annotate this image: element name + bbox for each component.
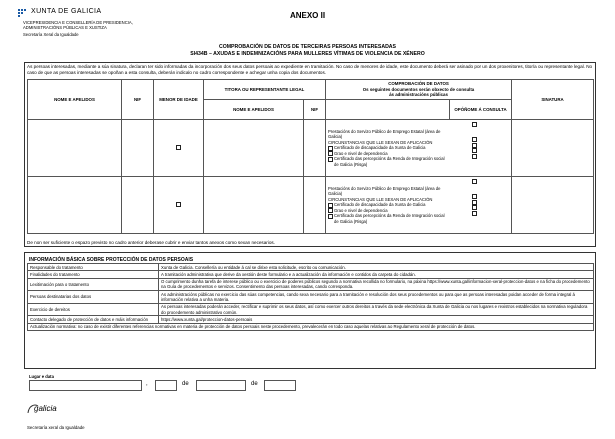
person-nif-cell[interactable] [122,177,154,234]
persons-table [27,79,594,234]
col-guardian-name-header: NOME E APELIDOS [204,100,304,120]
secretaria-label: Secretaría xeral da Igualdade [27,425,85,430]
col-guardian-nif-header: NIF [304,100,326,120]
oppose-checkbox[interactable] [472,154,477,159]
documents-cell [326,120,512,177]
person-name-cell[interactable] [28,177,122,234]
info-value: O cumprimento dunha tarefa de interese público ou o exercicio de poderes públicos segundo a normativa recollida no formulario, na páxina https://www.xunta.gal/informacion-xeral-proteccion-datos e na ficha do procedemento na Guía de procedementos e servizos. Consentimento das persoas interesadas, cando corresponda. [159,278,594,291]
signature-cell[interactable] [512,120,594,177]
signature-cell[interactable] [512,177,594,234]
person-nif-cell[interactable] [122,120,154,177]
doc-disability: Certificado de discapacidade da Xunta de Galicia [334,145,426,151]
info-value: https://www.xunta.gal/proteccion-datos-persoais [159,316,594,323]
documents-cell [326,177,512,234]
doc-circumstances: CIRCUNSTANCIAS QUE LLE SEXAN DE APLICACIÓN [328,196,433,202]
dept-line-2: ADMINISTRACIÓNS PÚBLICAS E XUSTIZA [23,25,107,30]
oppose-checkbox[interactable] [472,200,477,205]
guardian-name-cell[interactable] [204,177,304,234]
oppose-checkboxes [472,179,480,216]
oppose-checkboxes [472,122,480,159]
table-row [28,120,594,177]
oppose-checkbox[interactable] [472,122,477,127]
month-input[interactable] [196,380,246,391]
guardian-nif-cell[interactable] [304,120,326,177]
org-name: XUNTA DE GALICIA [31,8,102,15]
year-input[interactable] [264,380,296,391]
info-key: Persoas destinatarias dos datos [28,291,159,304]
doc-disability: Certificado de discapacidade da Xunta de Galicia [334,202,426,208]
date-separator: , [146,381,148,387]
col-check-header: COMPROBACIÓN DE DATOS Os seguintes documentos serán obxecto de consulta ás administracións públicas [326,80,512,100]
doc-risga: Certificado das percepcións da Renda de Integración social de Galicia (Risga) [334,156,445,167]
doc-risga: Certificado das percepcións da Renda de Integración social de Galicia (Risga) [334,213,445,224]
department-name [23,20,173,30]
disability-checkbox[interactable] [328,146,333,151]
table-row [28,264,594,271]
oppose-checkbox[interactable] [472,148,477,153]
col-nif-header: NIF [122,80,154,120]
galicia-logo [30,404,57,413]
info-key: Contacto delegado de protección de datos e máis información [28,316,159,323]
oppose-checkbox[interactable] [472,211,477,216]
minor-cell [154,177,204,234]
document-title: COMPROBACIÓN DE DATOS DE TERCEIRAS PERSOAS INTERESADAS [218,44,397,50]
info-value: A tramitación administrativa que derive da xestión deste formulario e a actualización da información e contidos da carpeta do cidadán. [159,271,594,278]
date-separator: de [182,381,189,387]
info-key: Lexitimación para o tratamento [28,278,159,291]
table-row [28,303,594,316]
col-docs-header [326,100,450,120]
risga-checkbox[interactable] [328,214,333,219]
doc-dependency: Grao e nivel de dependencia [334,207,388,213]
date-separator: de [251,381,258,387]
col-name-header: NOME E APELIDOS [28,80,122,120]
galicia-logo-text: galicia [34,404,57,413]
col-guardian-header: TITORA OU REPRESENTANTE LEGAL [204,80,326,100]
annex-label: ANEXO II [289,11,326,20]
oppose-checkbox[interactable] [472,194,477,199]
info-key: Responsable do tratamento [28,264,159,271]
table-row [28,177,594,234]
space-note: De non ser suficiente o espazo previsto no cadro anterior deberase cubrir e enviar tantos anexos como sexan necesarios. [27,240,275,245]
risga-checkbox[interactable] [328,157,333,162]
table-row [28,316,594,323]
guardian-nif-cell[interactable] [304,177,326,234]
doc-circumstances: CIRCUNSTANCIAS QUE LLE SEXAN DE APLICACIÓN [328,139,433,145]
minor-cell [154,120,204,177]
person-name-cell[interactable] [28,120,122,177]
table-row [28,291,594,304]
place-date-label: Lugar e data [29,374,54,379]
dependency-checkbox[interactable] [328,208,333,213]
table-row [28,278,594,291]
info-value: As persoas interesadas poderán acceder, rectificar e suprimir os seus datos, así como exercer outros dereitos a través da sede electrónica da Xunta de Galicia ou nos lugares e rexistros establecidos na normativa reguladora do procedemento administrativo común. [159,303,594,316]
data-protection-table [27,263,594,331]
doc-employment: Prestacións do Servizo Público de Emprego Estatal (área de Galicia) [328,185,441,197]
document-subtitle: SI434B – AXUDAS E INDEMNIZACIÓNS PARA MULLERES VÍTIMAS DE VIOLENCIA DE XÉNERO [190,51,425,57]
disability-checkbox[interactable] [328,203,333,208]
data-protection-title: INFORMACIÓN BÁSICA SOBRE PROTECCIÓN DE DATOS PERSOAIS [29,257,194,263]
table-row [28,323,594,330]
minor-checkbox[interactable] [176,202,181,207]
oppose-checkbox[interactable] [472,205,477,210]
col-minor-header: MENOR DE IDADE [154,80,204,120]
oppose-checkbox[interactable] [472,179,477,184]
oppose-checkbox[interactable] [472,143,477,148]
doc-dependency: Grao e nivel de dependencia [334,150,388,156]
info-key: Finalidades do tratamento [28,271,159,278]
doc-employment: Prestacións do Servizo Público de Emprego Estatal (área de Galicia) [328,128,441,140]
dept-line-1: VICEPRESIDENCIA E CONSELLERÍA DE PRESIDENCIA, [23,20,133,25]
info-value: As administracións públicas no exercicio das súas competencias, cando sexa necesario para a tramitación e resolución dos seus procedementos ou para que as persoas interesadas poidan acceder de forma integral á información relativa a unha materia. [159,291,594,304]
minor-checkbox[interactable] [176,145,181,150]
dept-subunit: Secretaría Xeral da Igualdade [23,32,79,37]
table-row [28,271,594,278]
info-footer: Actualización normativa: no caso de existir diferentes referencias normativas en materia de protección de datos persoais neste procedemento, prevalecerán en todo caso aquelas relativas ao Regulamento xeral de protección de datos. [28,323,594,330]
guardian-name-cell[interactable] [204,120,304,177]
place-input[interactable] [29,380,142,391]
info-key: Exercicio de dereitos [28,303,159,316]
galicia-swoosh-icon [26,402,40,416]
day-input[interactable] [155,380,177,391]
intro-text: As persoas interesadas, mediante a súa sinatura, declaran ter sido informadas da incorporación dos seus datos persoais ao expediente en tramitación. No caso de menores de idade, este documento deberá ser asinado por un dos proxenitores, titor/a ou representante legal. No caso de que as persoas interesadas se opoñan a esta consulta, deberán indicalo no cadro correspondente e achegar unha copia dos documentos. [27,64,593,75]
dependency-checkbox[interactable] [328,151,333,156]
col-oppose-header: OPÓÑOME Á CONSULTA [450,100,512,120]
col-sign-header: SINATURA [512,80,594,120]
info-value: Xunta de Galicia. Consellería ou entidade á cal se dirixe esta solicitude, escrito ou comunicación. [159,264,594,271]
oppose-checkbox[interactable] [472,137,477,142]
